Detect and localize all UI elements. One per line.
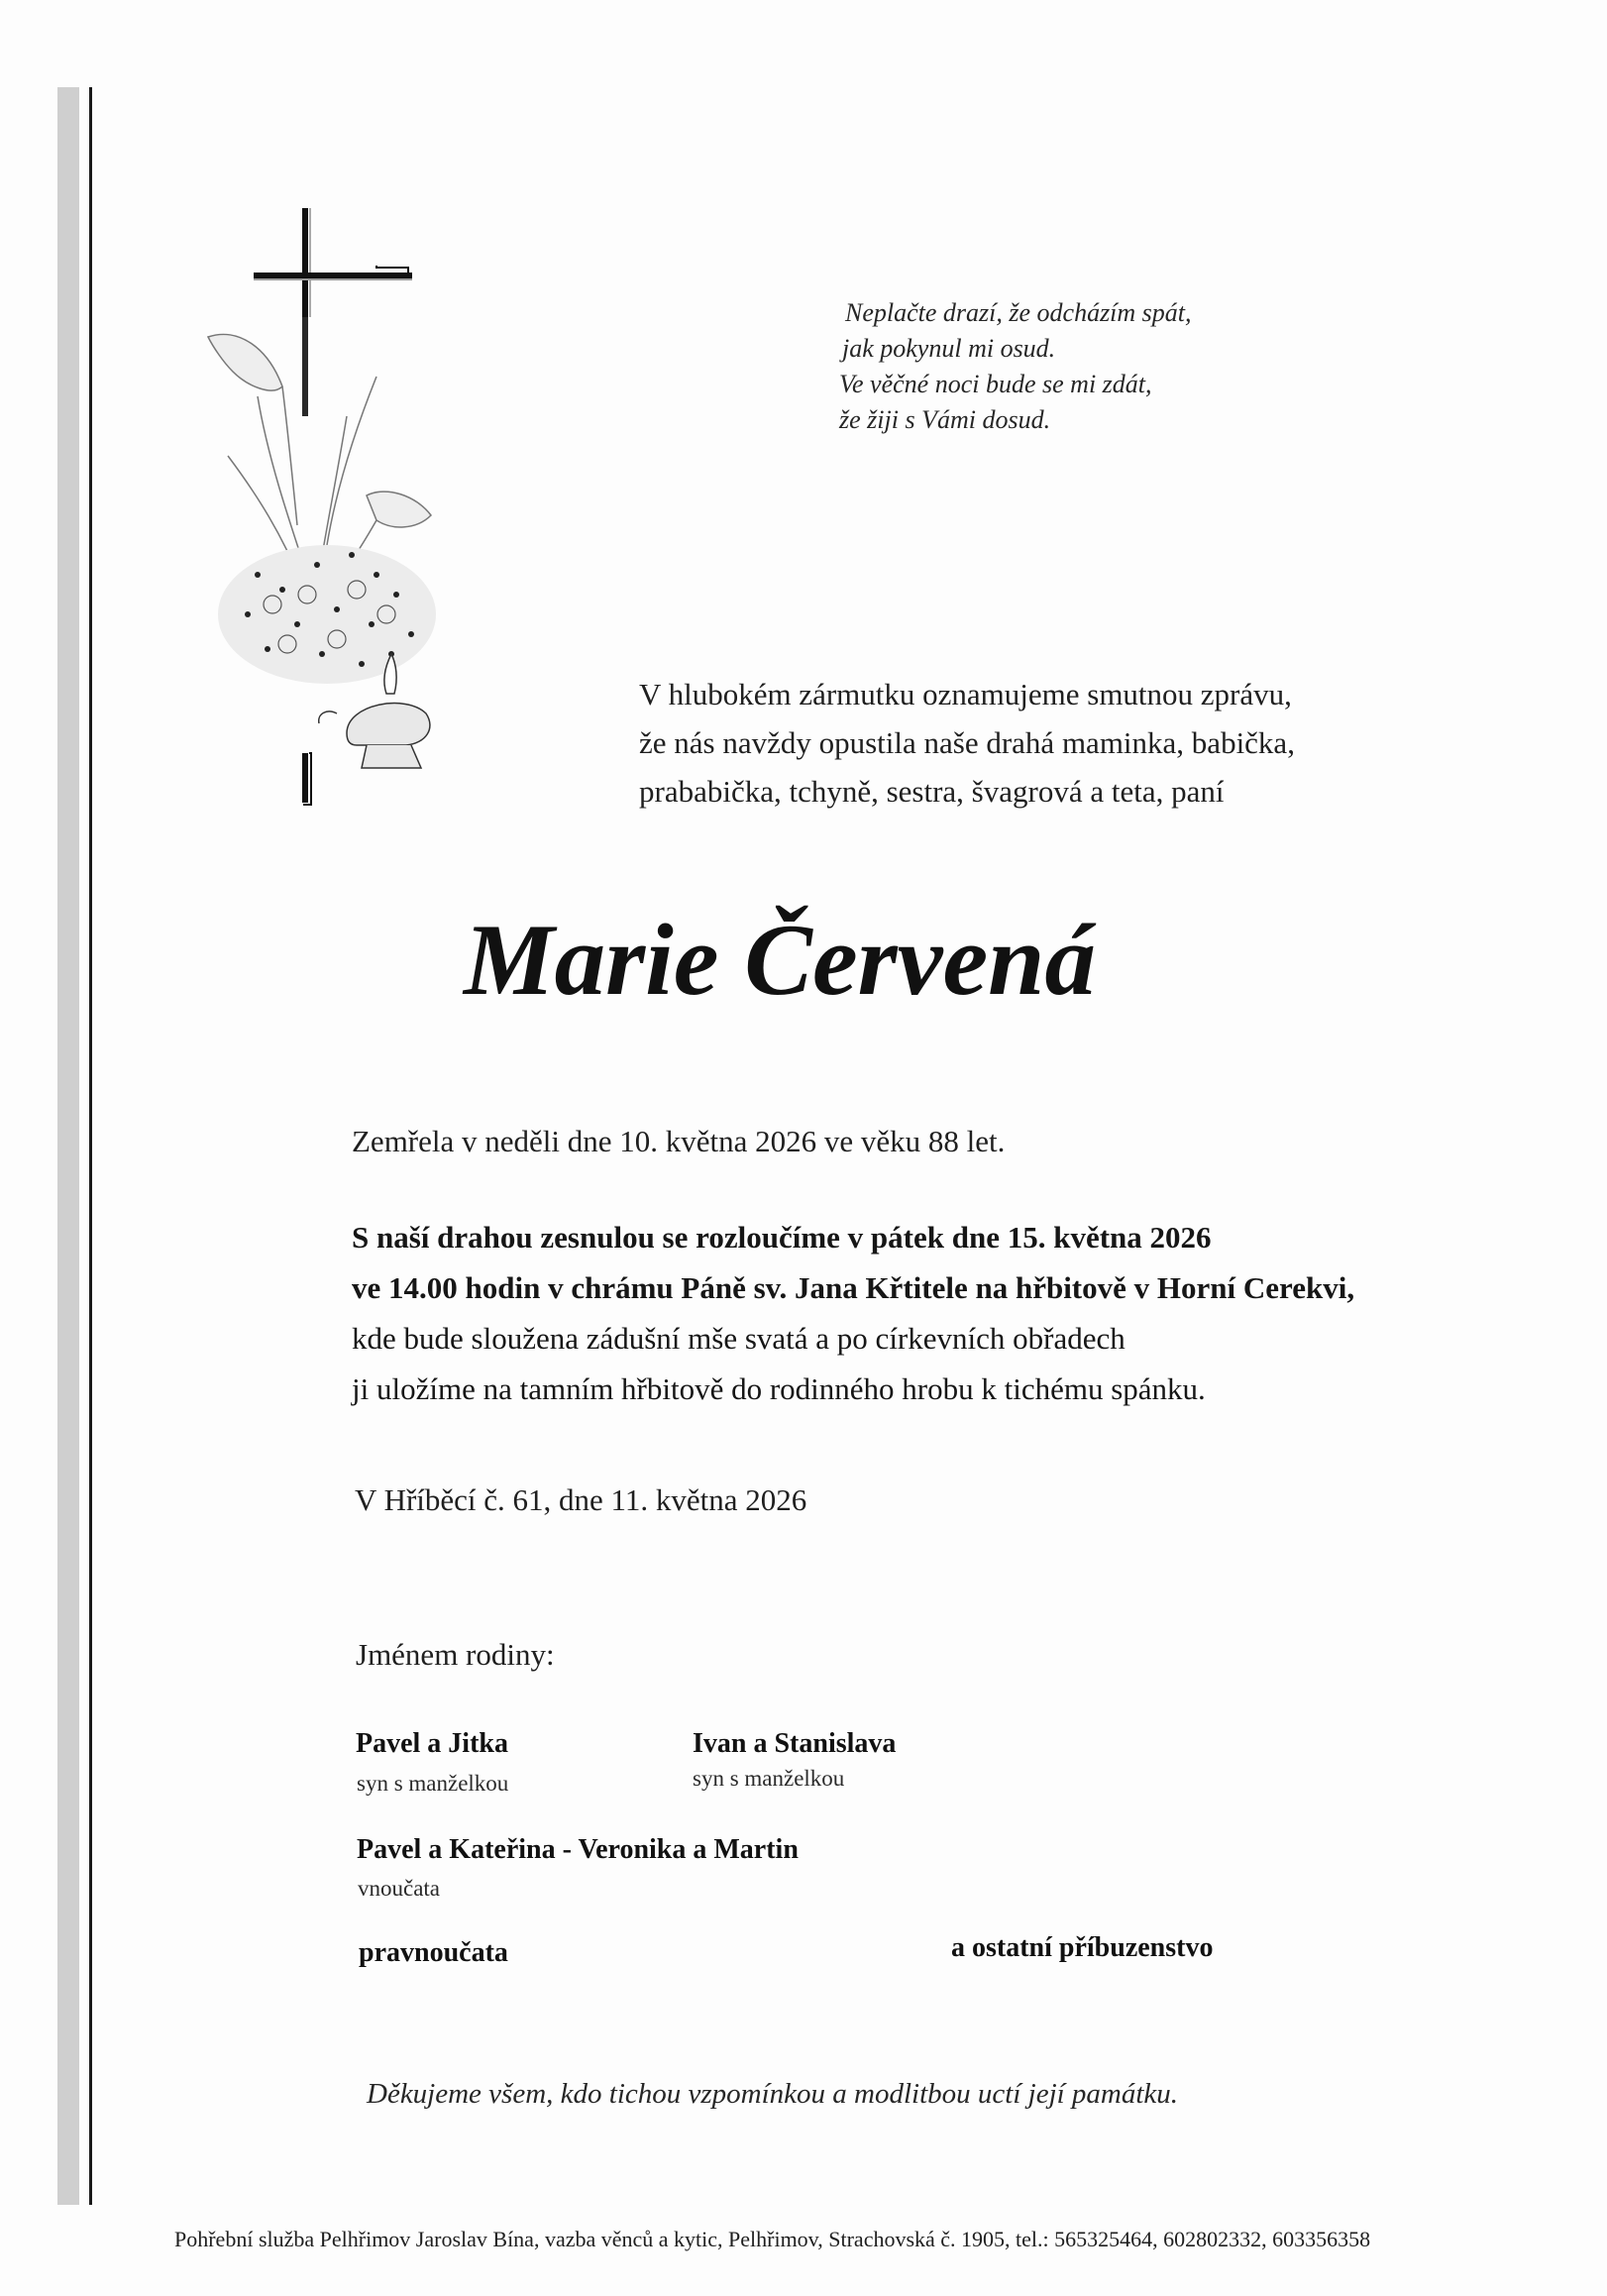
verse-line: že žiji s Vámi dosud. [839,405,1051,434]
funeral-line: ve 14.00 hodin v chrámu Páně sv. Jana Křtitele na hřbitově v Horní Cerekvi, [352,1270,1355,1305]
intro-line: že nás navždy opustila naše drahá maminka, babička, [639,725,1295,760]
left-black-rule [89,87,92,2205]
family-son1-role: syn s manželkou [357,1771,509,1796]
funeral-line: kde bude sloužena zádušní mše svatá a po církevních obřadech [352,1321,1125,1356]
family-great-grandchildren: pravnoučata [359,1937,508,1968]
family-son1-names: Pavel a Jitka [356,1728,508,1759]
funeral-line: S naší drahou zesnulou se rozloučíme v pátek dne 15. května 2026 [352,1220,1212,1255]
funeral-line: ji uložíme na tamním hřbitově do rodinného hrobu k tichému spánku. [352,1371,1206,1406]
thanks-line: Děkujeme všem, kdo tichou vzpomínkou a modlitbou uctí její památku. [367,2078,1179,2110]
funeral-details [352,1212,1354,1414]
intro-line: V hlubokém zármutku oznamujeme smutnou zprávu, [639,677,1292,711]
cross-flowers-illustration [188,198,485,832]
verse [839,295,1192,438]
intro-line: prababička, tchyně, sestra, švagrová a teta, paní [639,774,1225,809]
death-notice: Zemřela v neděli dne 10. května 2026 ve věku 88 let. [352,1124,1006,1158]
place-date: V Hříběcí č. 61, dne 11. května 2026 [355,1482,807,1517]
funeral-service-footer: Pohřební služba Pelhřimov Jaroslav Bína, vazba věnců a kytic, Pelhřimov, Strachovská č. 1905, tel.: 565325464, 602802332, 603356358 [174,2227,1371,2251]
verse-line: Neplačte drazí, že odcházím spát, [845,298,1192,327]
announcement-intro [639,670,1295,816]
family-grandchildren-role: vnoučata [358,1876,441,1901]
left-gray-bar [57,87,79,2205]
family-son2-names: Ivan a Stanislava [693,1728,897,1759]
family-other-relatives: a ostatní příbuzenstvo [951,1932,1214,1963]
family-son2-role: syn s manželkou [693,1766,845,1791]
family-grandchildren-names: Pavel a Kateřina - Veronika a Martin [357,1834,799,1865]
deceased-name: Marie Červená [464,904,1096,1017]
family-heading: Jménem rodiny: [356,1637,555,1672]
verse-line: Ve věčné noci bude se mi zdát, [839,370,1152,398]
verse-line: jak pokynul mi osud. [842,334,1056,363]
flower-bouquet-icon [218,545,436,684]
